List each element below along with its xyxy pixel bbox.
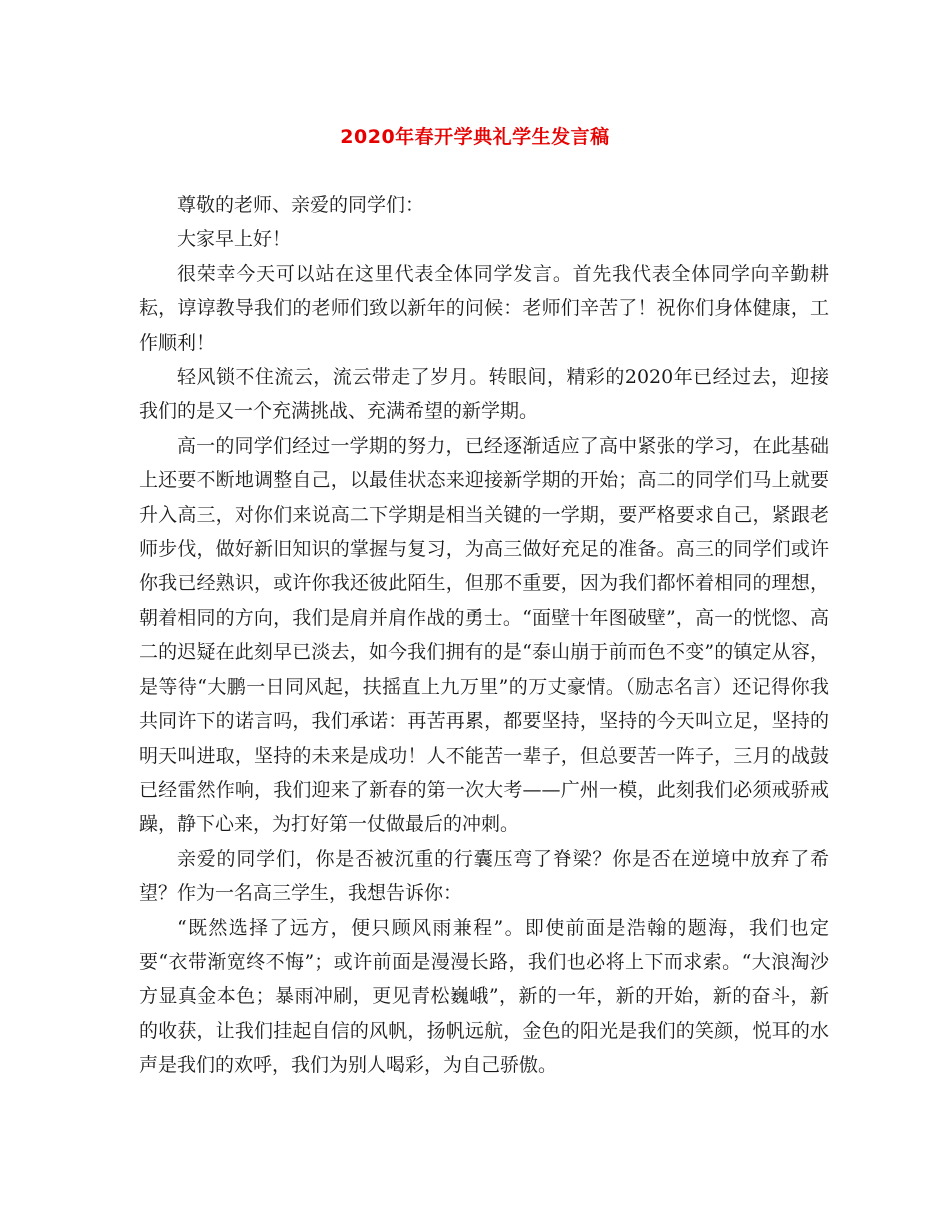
paragraph: “既然选择了远方，便只顾风雨兼程”。即使前面是浩翰的题海，我们也定要“衣带渐宽终不悔”；或许前面是漫漫长路，我们也必将上下而求索。“大浪淘沙方显真金本色；暴雨冲刷，更见青松巍峨”，新的一年，新的开始，新的奋斗，新的收获，让我们挂起自信的风帆，扬帆远航，金色的阳光是我们的笑颜，悦耳的水声是我们的欢呼，我们为别人喝彩，为自己骄傲。 [139, 916, 829, 1077]
salutation: 尊敬的老师、亲爱的同学们： [177, 194, 425, 216]
document-title: 2020年春开学典礼学生发言稿 [340, 126, 610, 148]
paragraph: 很荣幸今天可以站在这里代表全体同学发言。首先我代表全体同学向辛勤耕耘，谆谆教导我们的老师们致以新年的问候：老师们辛苦了！祝你们身体健康，工作顺利！ [139, 262, 829, 354]
document-body [139, 188, 829, 1083]
paragraph: 高一的同学们经过一学期的努力，已经逐渐适应了高中紧张的学习，在此基础上还要不断地调整自己，以最佳状态来迎接新学期的开始；高二的同学们马上就要升入高三，对你们来说高二下学期是相当关键的一学期，要严格要求自己，紧跟老师步伐，做好新旧知识的掌握与复习，为高三做好充足的准备。高三的同学们或许你我已经熟识，或许你我还彼此陌生，但那不重要，因为我们都怀着相同的理想，朝着相同的方向，我们是肩并肩作战的勇士。“面壁十年图破壁”，高一的恍惚、高二的迟疑在此刻早已淡去，如今我们拥有的是“泰山崩于前而色不变”的镇定从容，是等待“大鹏一日同风起，扶摇直上九万里”的万丈豪情。（励志名言）还记得你我共同许下的诺言吗，我们承诺：再苦再累，都要坚持，坚持的今天叫立足，坚持的明天叫进取，坚持的未来是成功！人不能苦一辈子，但总要苦一阵子，三月的战鼓已经雷然作响，我们迎来了新春的第一次大考——广州一模，此刻我们必须戒骄戒躁，静下心来，为打好第一仗做最后的冲刺。 [139, 434, 829, 836]
greeting: 大家早上好！ [177, 228, 292, 251]
paragraph: 亲爱的同学们，你是否被沉重的行囊压弯了脊梁？你是否在逆境中放弃了希望？作为一名高三学生，我想告诉你： [139, 847, 829, 905]
paragraph: 轻风锁不住流云，流云带走了岁月。转眼间，精彩的2020年已经过去，迎接我们的是又一个充满挑战、充满希望的新学期。 [139, 366, 829, 423]
